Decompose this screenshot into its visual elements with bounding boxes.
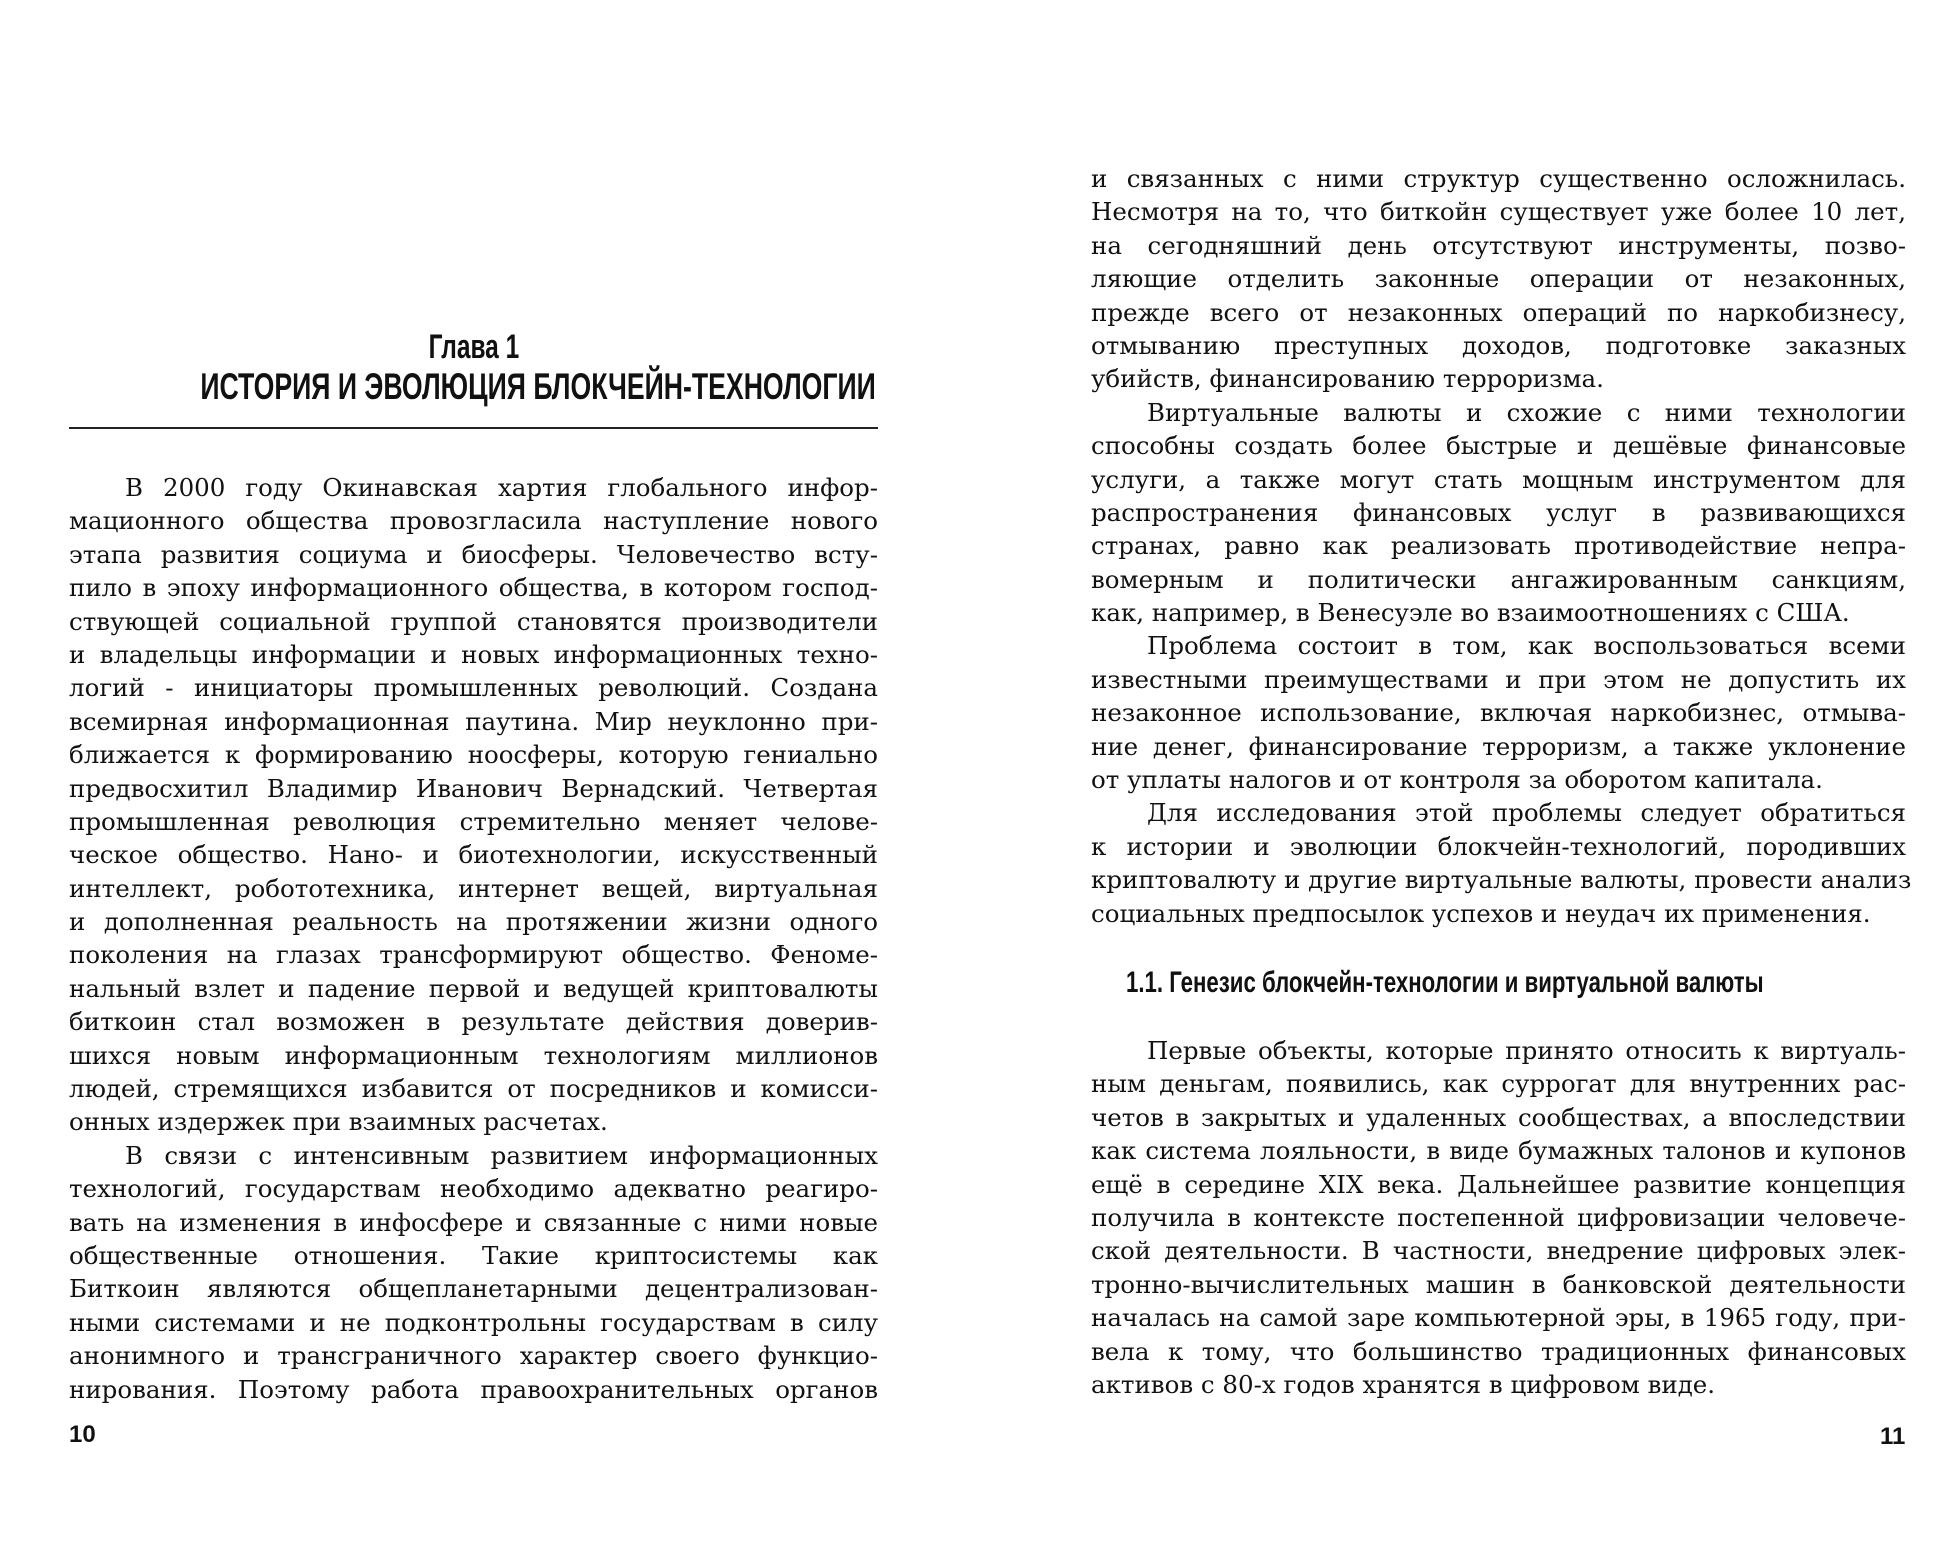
text-line: ближается к формированию ноосферы, которую гениально	[69, 740, 878, 770]
chapter-number	[69, 328, 878, 367]
left-page-body	[69, 471, 878, 1406]
text-line: ской деятельности. В частности, внедрение цифровых элек-	[1091, 1236, 1906, 1266]
chapter-divider	[69, 427, 878, 429]
text-line: к истории и эволюции блокчейн-технологий, породивших	[1091, 831, 1906, 861]
text-line: ческое общество. Нано- и биотехнологии, искусственный	[69, 840, 878, 870]
text-line: ным деньгам, появились, как суррогат для внутренних рас-	[1091, 1069, 1906, 1099]
paragraph	[1091, 1034, 1906, 1401]
text-line: убийств, финансированию терроризма.	[1091, 364, 1604, 394]
text-line: ствующей социальной группой становятся производители	[69, 606, 878, 636]
text-line: этапа развития социума и биосферы. Человечество всту-	[69, 539, 878, 569]
text-line: вела к тому, что большинство традиционных финансовых	[1091, 1336, 1906, 1366]
text-line: ещё в середине XIX века. Дальнейшее развитие концепция	[1091, 1169, 1906, 1199]
text-line: на сегодняшний день отсутствуют инструменты, позво-	[1091, 230, 1906, 260]
text-line: предвосхитил Владимир Иванович Вернадский. Четвертая	[69, 773, 878, 803]
paragraph	[1091, 396, 1906, 630]
text-line: тронно-вычислительных машин в банковской деятельности	[1091, 1269, 1906, 1299]
text-line: Для исследования этой проблемы следует обратиться	[1147, 798, 1906, 828]
text-line: В связи с интенсивным развитием информационных	[125, 1140, 878, 1170]
text-line: Проблема состоит в том, как воспользоваться всеми	[1147, 631, 1906, 661]
section-heading-text: 1.1. Генезис блокчейн-технологии и виртуальной валюты	[1126, 966, 1764, 999]
text-line: мационного общества провозгласила наступление нового	[69, 506, 878, 536]
text-line: нальный взлет и падение первой и ведущей криптовалюты	[69, 973, 878, 1003]
text-line: четов в закрытых и удаленных сообществах, а впоследствии	[1091, 1102, 1906, 1132]
paragraph	[69, 471, 878, 1139]
paragraph	[1091, 629, 1906, 796]
text-line: активов с 80-х годов хранятся в цифровом виде.	[1091, 1369, 1716, 1399]
paragraph	[1091, 796, 1912, 930]
text-line: нирования. Поэтому работа правоохранительных органов	[69, 1374, 878, 1404]
text-line: вомерным и политически ангажированным санкциям,	[1091, 564, 1906, 594]
right-page-body	[1091, 162, 1912, 930]
text-line: и связанных с ними структур существенно осложнилась.	[1091, 164, 1906, 193]
text-line: началась на самой заре компьютерной эры, в 1965 году, при-	[1091, 1303, 1906, 1333]
text-line: ние денег, финансирование терроризм, а также уклонение	[1091, 731, 1906, 761]
chapter-title	[69, 366, 878, 408]
text-line: криптовалюту и другие виртуальные валюты, провести анализ	[1091, 865, 1912, 895]
text-line: ными системами и не подконтрольны государствам в силу	[69, 1307, 878, 1337]
section-body	[1091, 1034, 1906, 1401]
page-number-left: 10	[69, 1421, 96, 1448]
text-line: Первые объекты, которые принято относить к виртуаль-	[1147, 1036, 1906, 1065]
text-line: всемирная информационная паутина. Мир неуклонно при-	[69, 706, 878, 736]
text-line: шихся новым информационным технологиям миллионов	[69, 1040, 878, 1070]
text-line: Несмотря на то, что биткойн существует уже более 10 лет,	[1091, 197, 1906, 227]
text-line: известными преимуществами и при этом не допустить их	[1091, 664, 1906, 694]
text-line: от уплаты налогов и от контроля за оборотом капитала.	[1091, 765, 1823, 795]
text-line: и владельцы информации и новых информационных техно-	[69, 639, 878, 669]
text-line: биткоин стал возможен в результате действия доверив-	[69, 1007, 878, 1037]
text-line: получила в контексте постепенной цифровизации человече-	[1091, 1202, 1906, 1232]
text-line: услуги, а также могут стать мощным инструментом для	[1091, 464, 1906, 494]
text-line: технологий, государствам необходимо адекватно реагиро-	[69, 1174, 878, 1204]
text-line: онных издержек при взаимных расчетах.	[69, 1107, 608, 1137]
paragraph	[69, 1139, 878, 1406]
text-line: вать на изменения в инфосфере и связанные с ними новые	[69, 1207, 878, 1237]
text-line: анонимного и трансграничного характер своего функцио-	[69, 1341, 878, 1371]
text-line: В 2000 году Окинавская хартия глобального инфор-	[125, 473, 878, 502]
text-line: как, например, в Венесуэле во взаимоотношениях с США.	[1091, 598, 1850, 628]
page-number-right: 11	[1880, 1423, 1906, 1450]
text-line: прежде всего от незаконных операций по наркобизнесу,	[1091, 297, 1906, 327]
text-line: Биткоин являются общепланетарными децентрализован-	[69, 1274, 878, 1304]
text-line: людей, стремящихся избавится от посредников и комисси-	[69, 1074, 878, 1104]
text-line: распространения финансовых услуг в развивающихся	[1091, 497, 1906, 527]
text-line: общественные отношения. Такие криптосистемы как	[69, 1240, 878, 1270]
text-line: Виртуальные валюты и схожие с ними технологии	[1147, 397, 1906, 427]
text-line: поколения на глазах трансформируют общество. Феноме-	[69, 940, 878, 970]
chapter-number-text: Глава 1	[428, 328, 519, 366]
text-line: странах, равно как реализовать противодействие непра-	[1091, 531, 1906, 561]
chapter-title-text: ИСТОРИЯ И ЭВОЛЮЦИЯ БЛОКЧЕЙН-ТЕХНОЛОГИИ	[200, 366, 876, 407]
paragraph	[1091, 162, 1906, 396]
text-line: как система лояльности, в виде бумажных талонов и купонов	[1091, 1136, 1906, 1166]
text-line: отмыванию преступных доходов, подготовке заказных	[1091, 330, 1906, 360]
text-line: промышленная революция стремительно меняет челове-	[69, 806, 878, 836]
text-line: ляющие отделить законные операции от незаконных,	[1091, 264, 1906, 294]
text-line: способны создать более быстрые и дешёвые финансовые	[1091, 431, 1906, 461]
text-line: логий - инициаторы промышленных революций. Создана	[69, 673, 878, 703]
text-line: пило в эпоху информационного общества, в котором господ-	[69, 573, 878, 603]
section-heading	[1126, 966, 1956, 1000]
text-line: социальных предпосылок успехов и неудач их применения.	[1091, 898, 1871, 928]
text-line: интеллект, робототехника, интернет вещей, виртуальная	[69, 873, 878, 903]
text-line: незаконное использование, включая наркобизнес, отмыва-	[1091, 698, 1906, 728]
text-line: и дополненная реальность на протяжении жизни одного	[69, 907, 878, 937]
